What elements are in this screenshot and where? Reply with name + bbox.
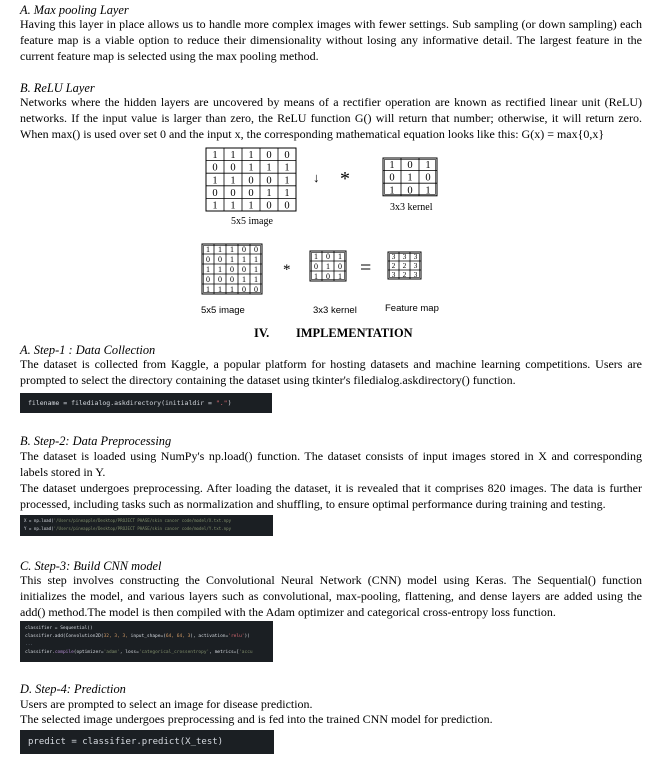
step1-paragraph: The dataset is collected from Kaggle, a popular platform for hosting datasets and machine learning competitions. Users are prompted to select the directory containing the dataset using tkinter's filedialog.askdirectory() function. bbox=[20, 357, 642, 387]
image-matrix-cell: 0 bbox=[284, 150, 290, 162]
code-string: '/Users/pineapple/Desktop/PROJECT PHASE/skin cancer code/model/Y.txt.npy bbox=[53, 526, 232, 531]
image-matrix-2-cell: 0 bbox=[254, 244, 258, 254]
feature-matrix-cell: 2 bbox=[391, 261, 396, 271]
image-matrix-2-cell: 1 bbox=[254, 274, 258, 284]
figure-1-image-label: 5x5 image bbox=[231, 216, 273, 227]
code-ellipsis: ... bbox=[25, 642, 34, 647]
code-string: 'accu bbox=[239, 650, 253, 655]
kernel-matrix-2-cell: 0 bbox=[338, 261, 342, 271]
image-matrix-2 bbox=[202, 244, 262, 294]
step2-paragraph-1: The dataset is loaded using NumPy's np.load() function. The dataset consists of input images stored in X and corresponding labels stored in Y. bbox=[20, 449, 642, 479]
kernel-matrix-cell: 1 bbox=[407, 172, 413, 184]
equals-operator: = bbox=[360, 257, 372, 279]
image-matrix-2-cell: 0 bbox=[218, 274, 222, 284]
figure-convolution-feature-map bbox=[198, 242, 448, 318]
code-keyword: compile bbox=[54, 650, 74, 655]
code-string: 'adam' bbox=[103, 650, 120, 655]
feature-matrix-cell: 2 bbox=[402, 270, 407, 280]
multiply-operator-2: * bbox=[283, 262, 291, 278]
image-matrix-2-cell: 0 bbox=[230, 274, 234, 284]
image-matrix-2-cell: 1 bbox=[254, 264, 258, 274]
image-matrix-cell: 1 bbox=[284, 187, 290, 199]
image-matrix-2-cell: 0 bbox=[242, 264, 246, 274]
kernel-matrix-2-cell: 0 bbox=[326, 251, 330, 261]
code-call: classifier. bbox=[25, 650, 55, 655]
code-call: classifier = Sequential() bbox=[25, 626, 93, 631]
relu-heading: B. ReLU Layer bbox=[20, 81, 95, 95]
feature-matrix-cell: 2 bbox=[402, 261, 407, 271]
image-matrix-2-cell: 1 bbox=[218, 264, 222, 274]
image-matrix-2-cell: 1 bbox=[230, 254, 234, 264]
image-matrix bbox=[206, 148, 296, 211]
code-number: 64, 64, 3 bbox=[165, 634, 191, 639]
image-matrix-2-cell: 1 bbox=[242, 254, 246, 264]
code-call: )) bbox=[244, 634, 250, 639]
code-variable: predict bbox=[28, 737, 66, 747]
image-matrix-cell: 1 bbox=[266, 162, 272, 174]
kernel-matrix-2-cell: 1 bbox=[338, 271, 342, 281]
image-matrix-2-cell: 0 bbox=[230, 264, 234, 274]
image-matrix-cell: 1 bbox=[284, 175, 290, 187]
feature-matrix-cell: 3 bbox=[391, 252, 396, 262]
image-matrix-cell: 1 bbox=[266, 187, 272, 199]
image-matrix-2-cell: 1 bbox=[254, 254, 258, 264]
code-call: classifier.add(Convolution2D( bbox=[25, 634, 104, 639]
kernel-matrix-cell: 0 bbox=[425, 172, 431, 184]
image-matrix-cell: 0 bbox=[212, 187, 218, 199]
feature-matrix-cell: 3 bbox=[413, 261, 418, 271]
kernel-matrix-2-cell: 1 bbox=[314, 251, 318, 261]
code-line bbox=[28, 730, 266, 754]
kernel-matrix-2 bbox=[310, 251, 346, 281]
code-line bbox=[28, 393, 264, 413]
code-call: input_shape=( bbox=[127, 634, 166, 639]
code-string: 'categorical_crossentropy' bbox=[138, 650, 210, 655]
code-call: , metrics=[ bbox=[209, 650, 240, 655]
code-snippet-step4 bbox=[20, 730, 274, 754]
image-matrix-2-cell: 1 bbox=[230, 244, 234, 254]
image-matrix-cell: 1 bbox=[212, 150, 218, 162]
image-matrix-2-cell: 0 bbox=[206, 274, 210, 284]
code-string: 'relu' bbox=[228, 634, 245, 639]
image-matrix-2-cell: 1 bbox=[206, 264, 210, 274]
image-matrix-2-cell: 1 bbox=[218, 244, 222, 254]
code-call: , loss= bbox=[119, 650, 139, 655]
kernel-matrix-2-cell: 1 bbox=[326, 261, 330, 271]
kernel-matrix-cell: 0 bbox=[407, 185, 413, 197]
step2-paragraph-2: The dataset undergoes preprocessing. After loading the dataset, it is revealed that it comprises 820 images. The data is further processed, including tasks such as normalization and shuffling, to ensure optimal performance during training and testing. bbox=[20, 481, 642, 511]
step2-heading: B. Step-2: Data Preprocessing bbox=[20, 434, 172, 448]
image-matrix-2-cell: 0 bbox=[218, 254, 222, 264]
kernel-matrix bbox=[383, 158, 437, 196]
image-matrix-cell: 1 bbox=[230, 200, 236, 212]
figure-2-image-label: 5x5 image bbox=[201, 305, 245, 316]
step3-paragraph: This step involves constructing the Convolutional Neural Network (CNN) model using Keras. The Sequential() function initializes the model, and various layers such as convolutional, max-pooling, flattening, and dense layers are added using the add() method.The model is then compiled with the Adam optimizer and categorical cross-entropy loss function. bbox=[20, 573, 642, 619]
maxpool-paragraph: Having this layer in place allows us to handle more complex images with fewer settings. Sub sampling (or down sampling) each feature map is a viable option to reduce their dimensionality without losing any informative detail. The largest feature in the current feature map is selected using the max pooling method. bbox=[20, 17, 642, 63]
section-title: IMPLEMENTATION bbox=[296, 326, 413, 340]
image-matrix-2-cell: 1 bbox=[206, 284, 210, 294]
code-line bbox=[25, 625, 268, 633]
image-matrix-cell: 1 bbox=[248, 162, 254, 174]
code-call: (optimizer= bbox=[73, 650, 104, 655]
code-call: filedialog.askdirectory(initialdir = bbox=[71, 399, 216, 407]
image-matrix-2-cell: 1 bbox=[242, 274, 246, 284]
kernel-matrix-cell: 1 bbox=[389, 160, 395, 172]
image-matrix-2-cell: 0 bbox=[242, 284, 246, 294]
image-matrix-cell: 1 bbox=[248, 200, 254, 212]
image-matrix-cell: 1 bbox=[212, 175, 218, 187]
image-matrix-2-cell: 0 bbox=[254, 284, 258, 294]
kernel-matrix-2-cell: 1 bbox=[314, 271, 318, 281]
step4-paragraph-1: Users are prompted to select an image for disease prediction. bbox=[20, 697, 313, 711]
kernel-matrix-2-cell: 1 bbox=[338, 251, 342, 261]
code-operator: = bbox=[65, 737, 83, 747]
kernel-matrix-cell: 1 bbox=[425, 160, 431, 172]
image-matrix-cell: 1 bbox=[212, 200, 218, 212]
section-number: IV. bbox=[254, 326, 270, 340]
code-snippet-step1 bbox=[20, 393, 272, 413]
figure-relu-convolution bbox=[200, 146, 450, 230]
multiply-operator: * bbox=[340, 168, 350, 190]
code-close: ) bbox=[227, 399, 232, 407]
step3-heading: C. Step-3: Build CNN model bbox=[20, 559, 162, 573]
image-matrix-cell: 0 bbox=[266, 150, 272, 162]
image-matrix-cell: 0 bbox=[230, 187, 236, 199]
image-matrix-cell: 0 bbox=[266, 175, 272, 187]
step4-heading: D. Step-4: Prediction bbox=[20, 682, 126, 696]
kernel-matrix-2-cell: 0 bbox=[326, 271, 330, 281]
code-snippet-step3 bbox=[20, 621, 273, 662]
code-line bbox=[25, 641, 268, 649]
figure-2-svg bbox=[198, 242, 448, 302]
kernel-matrix-cell: 1 bbox=[425, 185, 431, 197]
code-snippet-step2 bbox=[20, 515, 273, 536]
code-call: classifier.predict(X_test) bbox=[82, 737, 224, 747]
image-matrix-2-cell: 1 bbox=[218, 284, 222, 294]
image-matrix-cell: 0 bbox=[230, 162, 236, 174]
code-line bbox=[25, 633, 268, 641]
image-matrix-cell: 1 bbox=[230, 150, 236, 162]
code-call: Y = np.load( bbox=[24, 526, 54, 531]
image-matrix-cell: 0 bbox=[212, 162, 218, 174]
kernel-matrix-cell: 0 bbox=[389, 172, 395, 184]
code-string: "." bbox=[215, 399, 228, 407]
kernel-matrix-2-cell: 0 bbox=[314, 261, 318, 271]
figure-1-kernel-label: 3x3 kernel bbox=[390, 202, 433, 213]
kernel-matrix-cell: 0 bbox=[407, 160, 413, 172]
maxpool-heading: A. Max pooling Layer bbox=[20, 3, 129, 17]
image-matrix-2-cell: 1 bbox=[206, 244, 210, 254]
step4-paragraph-2: The selected image undergoes preprocessing and is fed into the trained CNN model for prediction. bbox=[20, 712, 493, 726]
figure-2-feature-label: Feature map bbox=[385, 303, 439, 314]
code-variable: filename bbox=[28, 399, 60, 407]
step1-heading: A. Step-1 : Data Collection bbox=[20, 343, 156, 357]
code-number: 32, 3, 3, bbox=[103, 634, 128, 639]
code-line bbox=[24, 525, 269, 533]
kernel-matrix-cell: 1 bbox=[389, 185, 395, 197]
image-matrix-cell: 1 bbox=[248, 150, 254, 162]
image-matrix-2-cell: 1 bbox=[230, 284, 234, 294]
feature-matrix-cell: 3 bbox=[391, 270, 396, 280]
image-matrix-cell: 1 bbox=[284, 162, 290, 174]
feature-matrix-cell: 3 bbox=[413, 252, 418, 262]
code-call: X = np.load( bbox=[24, 518, 54, 523]
feature-matrix bbox=[388, 252, 421, 279]
figure-2-kernel-label: 3x3 kernel bbox=[313, 305, 357, 316]
down-arrow-icon: ↓ bbox=[313, 170, 320, 185]
code-call: ), activation= bbox=[190, 634, 229, 639]
image-matrix-cell: 0 bbox=[284, 200, 290, 212]
image-matrix-cell: 0 bbox=[248, 187, 254, 199]
code-string: '/Users/pineapple/Desktop/PROJECT PHASE/skin cancer code/model/X.txt.npy bbox=[53, 518, 232, 523]
image-matrix-2-cell: 0 bbox=[206, 254, 210, 264]
relu-paragraph: Networks where the hidden layers are uncovered by means of a rectifier operation are known as rectified linear unit (ReLU) networks. If the input value is larger than zero, the ReLU function G() will return that number; otherwise, it will return zero. When max() is used over set 0 and the input x, the corresponding mathematical equation looks like this: G(x) = max{0,x} bbox=[20, 95, 642, 141]
image-matrix-cell: 1 bbox=[230, 175, 236, 187]
feature-matrix-cell: 3 bbox=[413, 270, 418, 280]
code-line bbox=[25, 649, 268, 657]
image-matrix-cell: 0 bbox=[266, 200, 272, 212]
image-matrix-cell: 0 bbox=[248, 175, 254, 187]
feature-matrix-cell: 3 bbox=[402, 252, 407, 262]
image-matrix-2-cell: 0 bbox=[242, 244, 246, 254]
code-line bbox=[24, 517, 269, 525]
code-operator: = bbox=[59, 399, 72, 407]
